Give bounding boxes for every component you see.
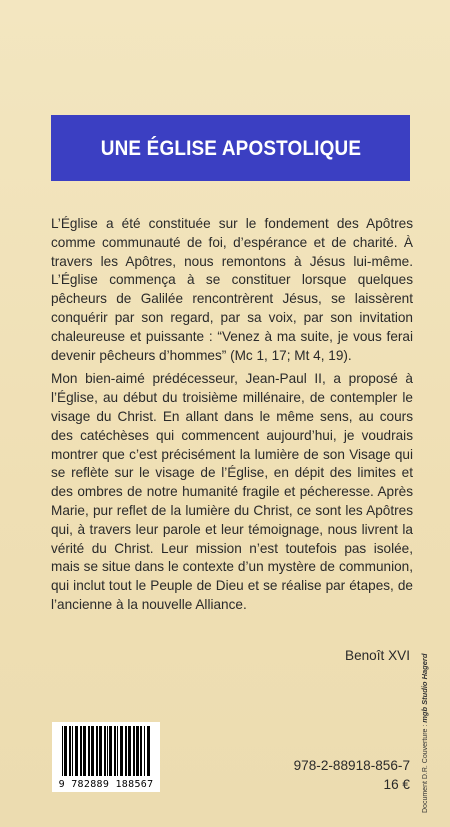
- blurb-paragraph: L’Église a été constituée sur le fondement des Apôtres comme communauté de foi, d’espérance et de charité. À travers les Apôtres, nous remontons à Jésus lui-même. L’Église commença à se constituer lorsque quelques pêcheurs de Galilée rencontrèrent Jésus, se laissèrent conquérir par son regard, par sa voix, par son invitation chaleureuse et puissante : “Venez à ma suite, je vous ferai devenir pêcheurs d’hommes” (Mc 1, 17; Mt 4, 19).: [51, 216, 413, 363]
- cover-credit: [420, 654, 429, 813]
- barcode-bars: [52, 722, 160, 780]
- barcode: [52, 722, 160, 792]
- barcode-bar: [140, 726, 142, 776]
- barcode-bar: [96, 726, 98, 776]
- barcode-bar: [83, 726, 86, 776]
- barcode-bar: [109, 726, 112, 776]
- barcode-bar: [114, 726, 116, 776]
- barcode-bar: [75, 726, 78, 776]
- title-banner: [51, 115, 410, 181]
- blurb-paragraph: Mon bien-aimé prédécesseur, Jean-Paul II, a proposé à l’Église, au début du troisième millénaire, de contempler le visage du Christ. En allant dans le même sens, au cours des catéchèses qui commencent aujourd’hui, je voudrais montrer que c’est précisément la lumière de son Visage qui se reflète sur le visage de l’Église, en dépit des limites et des ombres de notre humanité fragile et pécheresse. Après Marie, pur reflet de la lumière du Christ, ce sont les Apôtres qui, à travers leur parole et leur témoignage, nous livrent la vérité du Christ. Leur mission n’est toutefois pas isolée, mais se situe dans le contexte d’un mystère de communion, qui inclut tout le Peuple de Dieu et se réalise par étapes, de l’ancienne à la nouvelle Alliance.: [51, 371, 413, 612]
- barcode-bar: [91, 726, 94, 776]
- book-title: UNE ÉGLISE APOSTOLIQUE: [100, 135, 361, 160]
- barcode-bar: [107, 726, 108, 776]
- barcode-bar: [133, 726, 135, 776]
- barcode-digits: 9 782889 188567: [58, 779, 154, 790]
- barcode-bar: [144, 726, 145, 776]
- barcode-bar: [104, 726, 106, 776]
- barcode-bar: [120, 726, 123, 776]
- barcode-bar: [117, 726, 118, 776]
- barcode-bar: [64, 726, 67, 776]
- isbn-number: 978-2-88918-856-7: [293, 758, 410, 773]
- barcode-bar: [88, 726, 90, 776]
- barcode-bar: [99, 726, 102, 776]
- barcode-bar: [80, 726, 82, 776]
- barcode-bar: [128, 726, 131, 776]
- barcode-bar: [72, 726, 73, 776]
- price-label: 16 €: [383, 777, 410, 792]
- barcode-bar: [125, 726, 127, 776]
- barcode-bar: [147, 726, 150, 776]
- credit-studio: mgb Studio Hagerd: [420, 653, 429, 723]
- barcode-bar: [136, 726, 139, 776]
- credit-prefix: Document D.R. Couverture :: [422, 724, 429, 813]
- blurb-text: [51, 215, 413, 620]
- author-signature: Benoît XVI: [345, 648, 410, 663]
- barcode-bar: [69, 726, 71, 776]
- barcode-bar: [62, 726, 63, 776]
